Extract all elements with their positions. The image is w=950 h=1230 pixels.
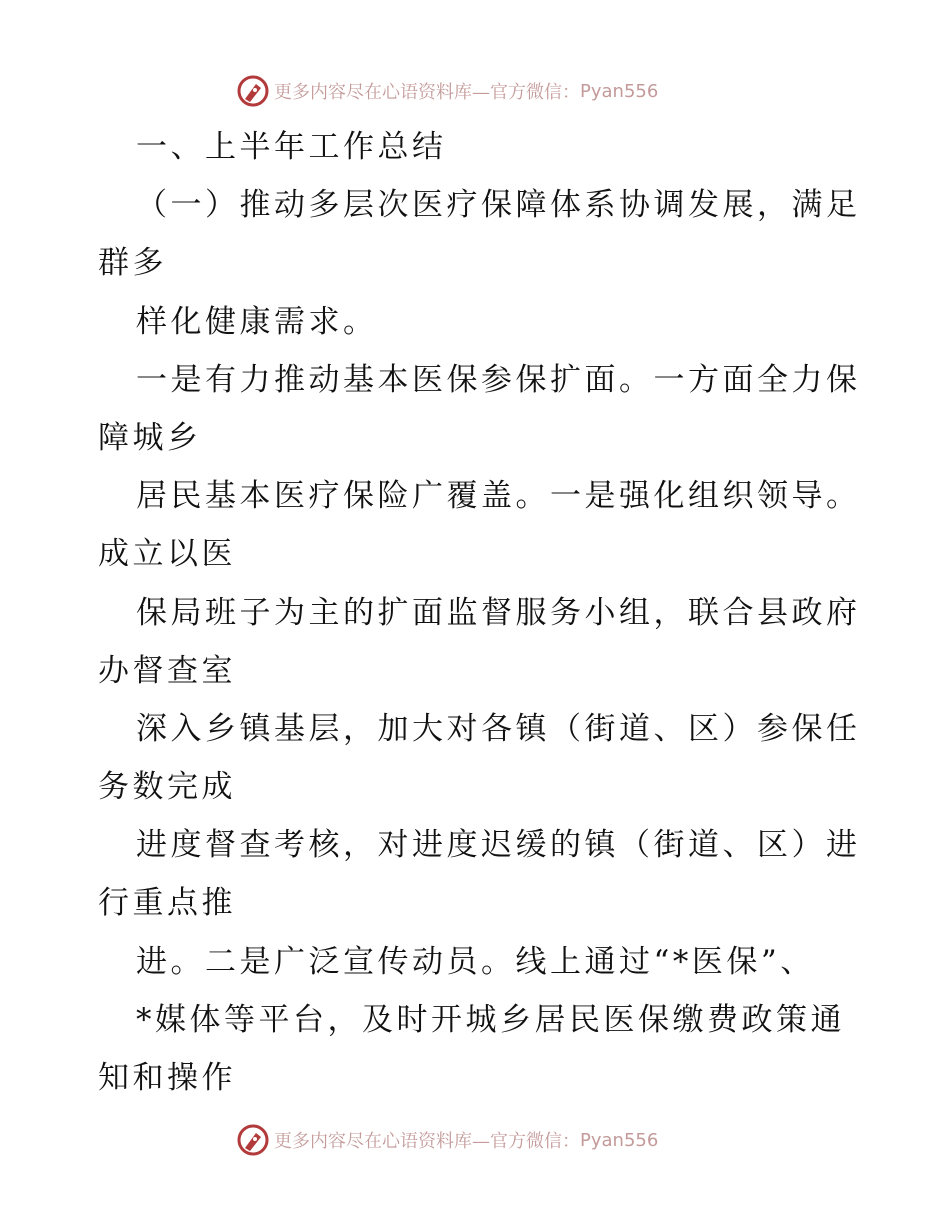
pen-nib-seal-icon xyxy=(236,1123,270,1157)
paragraph-line: 务数完成 xyxy=(98,769,236,806)
watermark-id: Pyan556 xyxy=(580,80,659,102)
paragraph-line: 保局班子为主的扩面监督服务小组，联合县政府 xyxy=(136,594,861,631)
paragraph-line: 进度督查考核，对进度迟缓的镇（街道、区）进 xyxy=(136,827,861,864)
paragraph-line: 深入乡镇基层，加大对各镇（街道、区）参保任 xyxy=(136,710,861,747)
header-watermark xyxy=(236,74,658,108)
watermark-text: 更多内容尽在心语资料库—官方微信： xyxy=(274,82,580,103)
paragraph-line: 进。二是广泛宣传动员。线上通过“*医保”、 xyxy=(136,943,815,980)
paragraph-line: 障城乡 xyxy=(98,419,202,456)
footer-watermark xyxy=(236,1123,658,1157)
paragraph-line: 一是有力推动基本医保参保扩面。一方面全力保 xyxy=(136,361,861,398)
section-heading: 一、上半年工作总结 xyxy=(136,129,447,165)
paragraph-line: 办督查室 xyxy=(98,652,236,689)
paragraph-line: 行重点推 xyxy=(98,885,236,922)
paragraph-line: *媒体等平台，及时开城乡居民医保缴费政策通 xyxy=(136,1001,845,1038)
watermark-id: Pyan556 xyxy=(580,1129,659,1151)
paragraph-line: 群多 xyxy=(98,245,167,282)
paragraph-line: 居民基本医疗保险广覆盖。一是强化组织领导。 xyxy=(136,478,861,515)
paragraph-line: （一）推动多层次医疗保障体系协调发展，满足 xyxy=(136,187,861,224)
paragraph-line: 知和操作 xyxy=(98,1060,236,1096)
paragraph-line: 样化健康需求。 xyxy=(136,303,378,340)
document-body xyxy=(98,118,861,1107)
pen-nib-seal-icon xyxy=(236,74,270,108)
watermark-text: 更多内容尽在心语资料库—官方微信： xyxy=(274,1131,580,1152)
paragraph-line: 成立以医 xyxy=(98,536,236,573)
